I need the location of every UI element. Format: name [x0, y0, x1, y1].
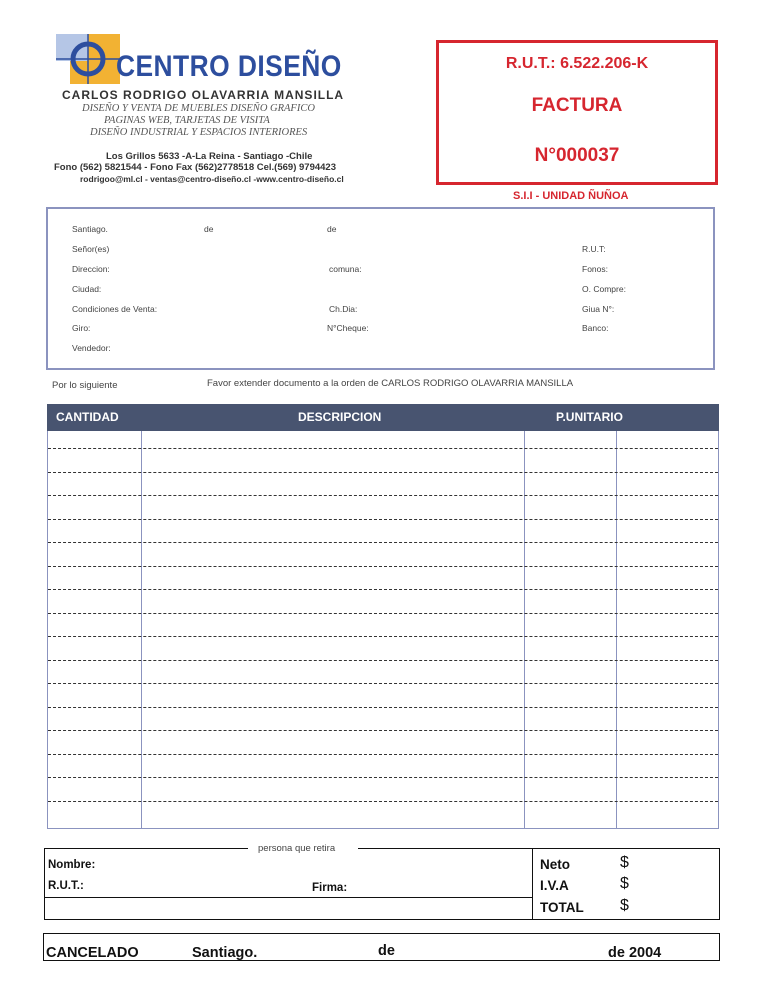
iva-currency: $: [620, 875, 629, 892]
invoice-type: FACTURA: [531, 95, 623, 116]
nombre-label: Nombre:: [48, 859, 96, 871]
invoice-box: [436, 40, 718, 185]
banco-label: Banco:: [582, 323, 609, 333]
column-cantidad: CANTIDAD: [56, 410, 119, 424]
table-row-line: [48, 683, 718, 684]
company-address: Los Grillos 5633 -A-La Reina - Santiago -Chile: [106, 151, 313, 162]
ch-dia-label: Ch.Dia:: [329, 304, 358, 314]
persona-retira-label: persona que retira: [258, 843, 336, 854]
sii-office: S.I.I - UNIDAD ÑUÑOA: [513, 190, 629, 202]
table-row-line: [48, 730, 718, 731]
signature-divider: [44, 897, 532, 898]
cancelado-santiago: Santiago.: [192, 945, 258, 961]
column-divider: [141, 431, 142, 828]
table-row-line: [48, 589, 718, 590]
invoice-rut: R.U.T.: 6.522.206-K: [505, 55, 649, 72]
total-label: TOTAL: [540, 900, 584, 915]
tagline: DISEÑO INDUSTRIAL Y ESPACIOS INTERIORES: [90, 127, 308, 138]
cancelado-year: de 2004: [608, 945, 662, 961]
table-row-line: [48, 566, 718, 567]
table-row-line: [48, 613, 718, 614]
orden-compra-label: O. Compre:: [582, 284, 626, 294]
rut-signature-label: R.U.T.:: [48, 880, 84, 892]
column-divider: [524, 431, 525, 828]
de-label: de: [204, 224, 214, 234]
owner-name: CARLOS RODRIGO OLAVARRIA MANSILLA: [62, 88, 345, 102]
favor-extender: Favor extender documento a la orden de CARLOS RODRIGO OLAVARRIA MANSILLA: [207, 378, 574, 389]
invoice-number: N°000037: [534, 145, 620, 166]
vendedor-label: Vendedor:: [72, 343, 111, 353]
firma-label: Firma:: [312, 882, 348, 894]
table-row-line: [48, 707, 718, 708]
giro-label: Giro:: [72, 323, 91, 333]
n-cheque-label: N°Cheque:: [327, 323, 369, 333]
total-currency: $: [620, 897, 629, 914]
table-header: [47, 404, 719, 431]
totals-divider: [532, 848, 533, 920]
tagline: DISEÑO Y VENTA DE MUEBLES DISEÑO GRAFICO: [82, 103, 315, 114]
items-table-body: [47, 431, 719, 829]
table-row-line: [48, 519, 718, 520]
neto-label: Neto: [540, 857, 570, 872]
senor-label: Señor(es): [72, 244, 110, 254]
condiciones-label: Condiciones de Venta:: [72, 304, 158, 314]
company-logo-icon: [56, 34, 120, 84]
signature-totals-box: [44, 848, 720, 920]
company-name: CENTRO DISEÑO: [116, 50, 342, 83]
de-label: de: [327, 224, 337, 234]
rut-label: R.U.T:: [582, 244, 606, 254]
neto-currency: $: [620, 854, 629, 871]
column-descripcion: DESCRIPCION: [298, 410, 382, 424]
column-divider: [616, 431, 617, 828]
fonos-label: Fonos:: [582, 264, 608, 274]
iva-label: I.V.A: [540, 878, 569, 893]
tagline: PAGINAS WEB, TARJETAS DE VISITA: [104, 115, 270, 126]
table-row-line: [48, 660, 718, 661]
table-row-line: [48, 754, 718, 755]
direccion-label: Direccion:: [72, 264, 110, 274]
table-row-line: [48, 448, 718, 449]
table-row-line: [48, 636, 718, 637]
company-emails: rodrigoo@ml.cl - ventas@centro-diseño.cl -www.centro-diseño.cl: [80, 174, 344, 184]
table-row-line: [48, 801, 718, 802]
company-phones: Fono (562) 5821544 - Fono Fax (562)2778518 Cel.(569) 9794423: [54, 162, 336, 173]
ciudad-label: Ciudad:: [72, 284, 102, 294]
column-punitario: P.UNITARIO: [556, 410, 623, 424]
por-lo-siguiente: Por lo siguiente: [52, 380, 118, 391]
comuna-label: comuna:: [329, 264, 362, 274]
santiago-label: Santiago.: [72, 224, 108, 234]
cancelado-de: de: [378, 943, 395, 959]
table-row-line: [48, 777, 718, 778]
cancelado-label: CANCELADO: [46, 945, 139, 961]
table-row-line: [48, 472, 718, 473]
guia-label: Giua N°:: [582, 304, 615, 314]
table-row-line: [48, 495, 718, 496]
table-row-line: [48, 542, 718, 543]
